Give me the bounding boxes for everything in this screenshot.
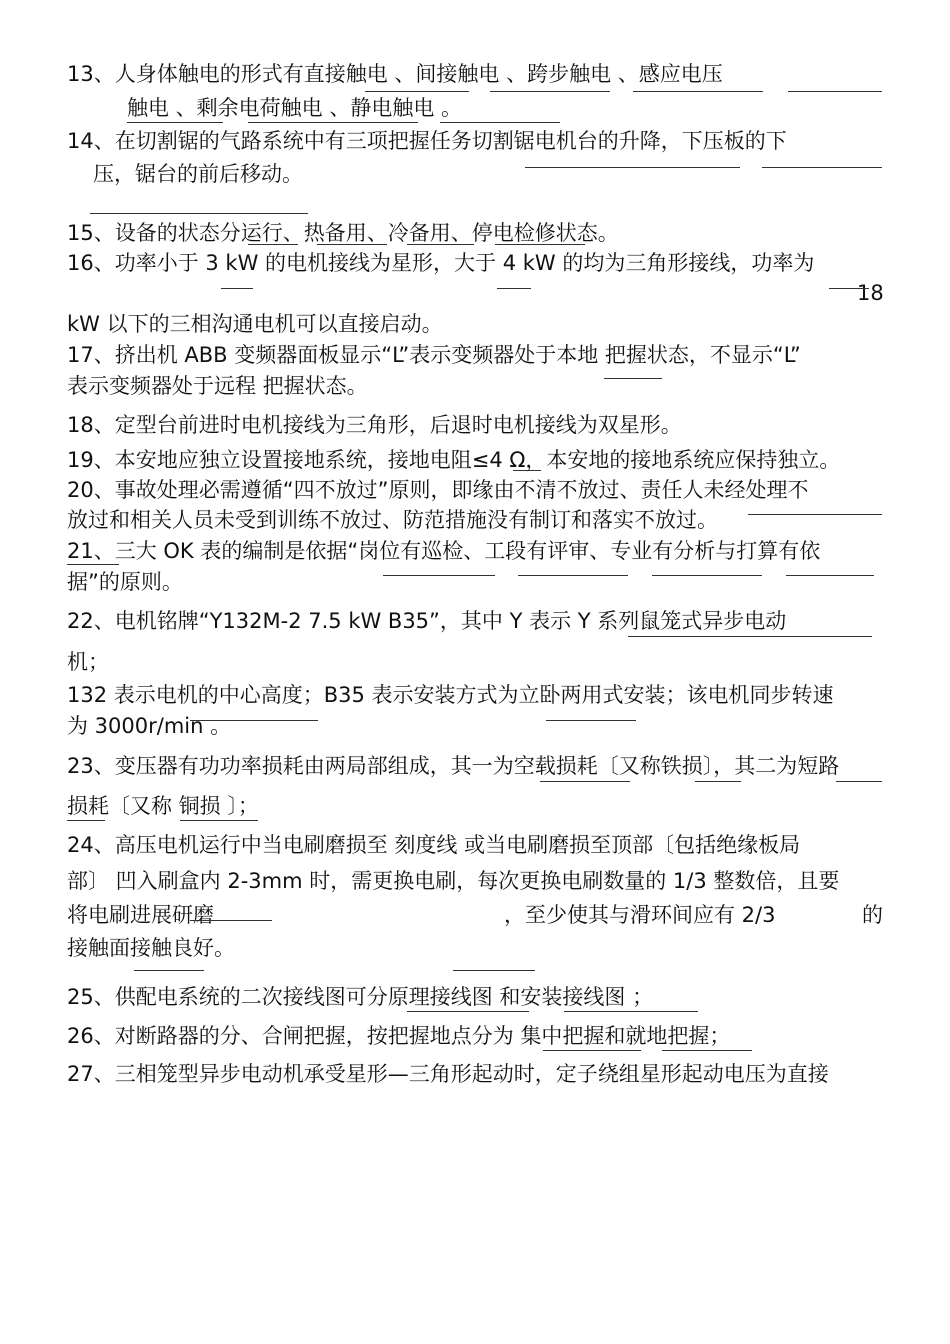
answer-underline <box>836 781 882 782</box>
text-line: 23、变压器有功功率损耗由两局部组成，其一为空载损耗〔又称铁损〕，其二为短路 <box>67 754 840 778</box>
answer-underline <box>90 213 308 214</box>
answer-underline <box>546 720 636 721</box>
text-line: 压，锯台的前后移动。 <box>93 162 303 186</box>
answer-underline <box>365 91 469 92</box>
answer-underline <box>748 514 882 515</box>
answer-underline <box>248 244 298 245</box>
text-line: 26、对断路器的分、合闸把握，按把握地点分为 集中把握和就地把握； <box>67 1024 731 1048</box>
text-line: 损耗〔又称 铜损 〕； <box>67 794 259 818</box>
answer-underline <box>495 244 585 245</box>
text-line: 13、人身体触电的形式有直接触电 、间接触电 、跨步触电 、感应电压 <box>67 62 723 86</box>
answer-underline <box>829 288 869 289</box>
text-line: 部〕 凹入刷盒内 2-3mm 时，需更换电刷，每次更换电刷数量的 1/3 整数倍，且要 <box>67 869 840 893</box>
text-line: 18、定型台前进时电机接线为三角形，后退时电机接线为双星形。 <box>67 413 682 437</box>
text-line: 15、设备的状态分运行、热备用、冷备用、停电检修状态。 <box>67 221 619 245</box>
text-line: 132 表示电机的中心高度；B35 表示安装方式为立卧两用式安装；该电机同步转速 <box>67 683 834 707</box>
text-line: 据”的原则。 <box>67 570 183 594</box>
answer-underline <box>604 378 662 379</box>
answer-underline <box>453 970 535 971</box>
text-line: 机； <box>67 650 109 674</box>
answer-underline <box>497 288 531 289</box>
text-line: kW 以下的三相沟通电机可以直接启动。 <box>67 312 443 336</box>
answer-underline <box>67 564 119 565</box>
text-line: 17、挤出机 ABB 变频器面板显示“L”表示变频器处于本地 把握状态，不显示“L” <box>67 343 801 367</box>
answer-underline <box>695 781 741 782</box>
answer-underline <box>407 244 474 245</box>
text-line: 接触面接触良好。 <box>67 936 235 960</box>
answer-underline <box>221 288 253 289</box>
text-line: 的 <box>862 903 883 927</box>
answer-underline <box>652 575 762 576</box>
answer-underline <box>490 91 610 92</box>
answer-underline <box>383 575 495 576</box>
answer-underline <box>127 122 223 123</box>
answer-underline <box>180 820 258 821</box>
text-line: 27、三相笼型异步电动机承受星形—三角形起动时，定子绕组星形起动电压为直接 <box>67 1062 829 1086</box>
text-line: 16、功率小于 3 kW 的电机接线为星形，大于 4 kW 的均为三角形接线，功率为 <box>67 251 815 275</box>
text-line: 14、在切割锯的气路系统中有三项把握任务切割锯电机台的升降，下压板的下 <box>67 129 787 153</box>
answer-underline <box>786 575 874 576</box>
answer-underline <box>525 167 740 168</box>
answer-underline <box>190 720 318 721</box>
answer-underline <box>248 122 418 123</box>
text-line: 24、高压电机运行中当电刷磨损至 刻度线 或当电刷磨损至顶部〔包括绝缘板局 <box>67 833 801 857</box>
answer-underline <box>628 636 872 637</box>
text-line: 20、事故处理必需遵循“四不放过”原则，即缘由不清不放过、责任人未经处理不 <box>67 478 809 502</box>
answer-underline <box>762 167 882 168</box>
text-line: 25、供配电系统的二次接线图可分原理接线图 和安装接线图 ； <box>67 985 654 1009</box>
answer-underline <box>540 781 630 782</box>
text-line: 22、电机铭牌“Y132M-2 7.5 kW B35”，其中 Y 表示 Y 系列鼠笼式异步电动 <box>67 609 787 633</box>
answer-underline <box>564 1011 698 1012</box>
answer-underline <box>317 244 387 245</box>
text-line: ，至少使其与滑环间应有 2/3 <box>504 903 776 927</box>
answer-underline <box>407 1011 529 1012</box>
answer-underline <box>543 1050 641 1051</box>
text-line: 21、三大 OK 表的编制是依据“岗位有巡检、工段有评审、专业有分析与打算有依 <box>67 539 821 563</box>
answer-underline <box>67 820 105 821</box>
answer-underline <box>513 470 541 471</box>
answer-underline <box>788 91 882 92</box>
text-line: 将电刷进展研磨 <box>67 903 214 927</box>
text-line: 19、本安地应独立设置接地系统，接地电阻≤4 Ω，本安地的接地系统应保持独立。 <box>67 448 841 472</box>
answer-underline <box>662 1050 752 1051</box>
text-line: 为 3000r/min 。 <box>67 714 232 738</box>
answer-underline <box>440 122 560 123</box>
text-line: 触电 、剩余电荷触电 、静电触电 。 <box>127 96 463 120</box>
text-line: 表示变频器处于远程 把握状态。 <box>67 374 368 398</box>
answer-underline <box>190 920 272 921</box>
text-line: 放过和相关人员未受到训练不放过、防范措施没有制订和落实不放过。 <box>67 508 718 532</box>
answer-underline <box>518 575 628 576</box>
answer-underline <box>633 91 763 92</box>
text-line: 18 <box>857 281 884 305</box>
answer-underline <box>134 970 204 971</box>
